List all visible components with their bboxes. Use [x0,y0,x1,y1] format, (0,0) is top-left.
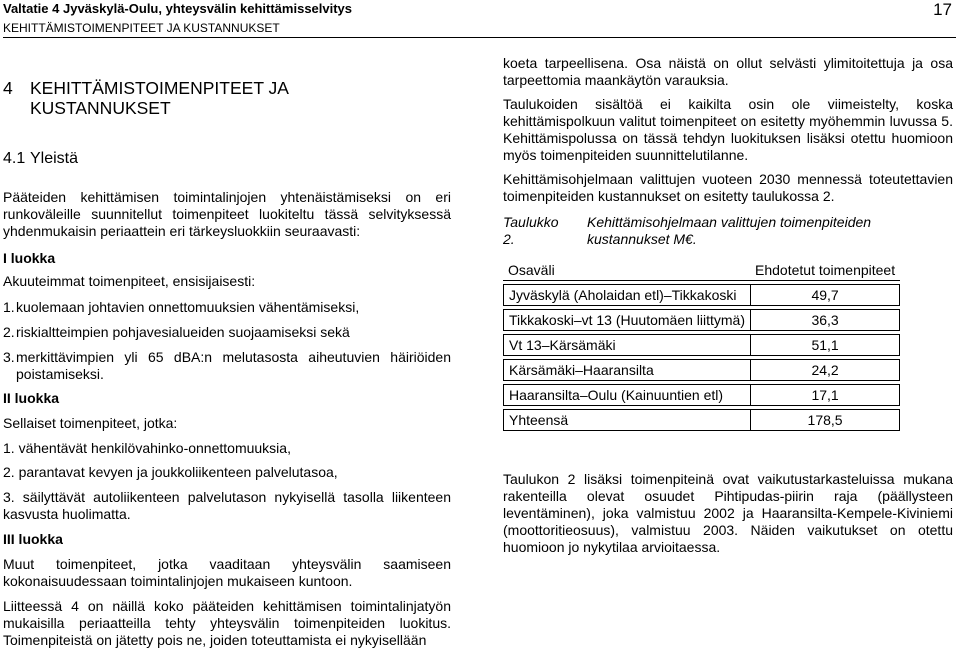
cost-table [503,257,900,434]
table-row: Vt 13–Kärsämäki 51,1 [503,334,900,356]
class1-lead: Akuuteimmat toimenpiteet, ensisijaisesti: [3,273,256,289]
page-number: 17 [933,0,952,19]
list-item: 2. parantavat kevyen ja joukkoliikenteen palvelutasoa, [3,464,338,480]
appendix-paragraph: Liitteessä 4 on näillä koko pääteiden kehittämisen toimintalinjatyön mukaisilla periaatteilla tehty yhteysvälin toimenpiteiden luokitus. Toimenpiteistä on jätetty pois ne, joiden toteuttamista ei nykyisellään [3,598,451,648]
table-header-row [503,260,900,281]
tables-paragraph: Taulukoiden sisältöä ei kaikilta osin ole viimeistelty, koska kehittämispolkuun valitut toimenpiteet on esitetty myöhemmin luvussa 5. Kehittämispolussa on tässä tehdyn luokituksen lisäksi otettu huomioon myös toimenpiteiden suunnittelutilanne. [503,96,953,163]
class3-title: III luokka [3,531,63,547]
class2-title: II luokka [3,390,60,406]
table-row: Tikkakoski–vt 13 (Huutomäen liittymä) 36,3 [503,309,900,331]
chapter-title: KEHITTÄMISTOIMENPITEET JA KUSTANNUKSET [30,78,289,118]
column-header-section: Osaväli [503,260,750,281]
document-title: Valtatie 4 Jyväskylä-Oulu, yhteysvälin kehittämisselvitys [3,1,353,16]
class1-title: I luokka [3,250,56,266]
table-caption-label: Taulukko 2. [503,214,559,247]
additional-measures-paragraph: Taulukon 2 lisäksi toimenpiteinä ovat vaikutustarkasteluissa mukana rakenteilla olevat osuudet Pihtipudas-piirin raja (päällysteen leventäminen), joka valmistuu 2002 ja Haaransilta-Kempele-Kiviniemi (moottoritieosuus), valmistuu 2003. Näiden vaikutukset on otettu huomioon jo nykytilaa arvioitaessa. [503,471,953,555]
table-row: Kärsämäki–Haaransilta 24,2 [503,359,900,381]
table-total-row: Yhteensä 178,5 [503,409,900,431]
table-caption-text: Kehittämisohjelmaan valittujen toimenpiteiden kustannukset M€. [587,214,872,247]
chapter-number: 4 [3,78,13,98]
list-item: 1. vähentävät henkilövahinko-onnettomuuksia, [3,440,291,456]
list-item: 3. säilyttävät autoliikenteen palvelutason nykyisellä tasolla liikenteen kasvusta huolimatta. [3,489,451,522]
header-rule [3,37,956,38]
program-paragraph: Kehittämisohjelmaan valittujen vuoteen 2030 mennessä toteutettavien toimenpiteiden kustannukset on esitetty taulukossa 2. [503,171,953,204]
class3-text: Muut toimenpiteet, jotka vaaditaan yhteysvälin saamiseen kokonaisuudessaan toimintalinjojen mukaiseen kuntoon. [3,556,451,589]
intro-paragraph: Pääteiden kehittämisen toimintalinjojen yhtenäistämiseksi on eri runkoväleille suunnitellut toimenpiteet luokiteltu tässä selvityksessä yhdenmukaisin periaattein eri tärkeysluokkiin seuraavasti: [3,189,451,239]
section-number: 4.1 [3,150,26,167]
column-header-measures: Ehdotetut toimenpiteet [750,260,900,281]
section-subtitle: KEHITTÄMISTOIMENPITEET JA KUSTANNUKSET [3,21,280,35]
table-row: Haaransilta–Oulu (Kainuuntien etl) 17,1 [503,384,900,406]
continuation-paragraph: koeta tarpeellisena. Osa näistä on ollut selvästi ylimitoitettuja ja osa tarpeettomia maankäytön varauksia. [503,55,953,88]
class2-lead: Sellaiset toimenpiteet, jotka: [3,415,178,431]
section-title: Yleistä [30,150,79,167]
table-row: Jyväskylä (Aholaidan etl)–Tikkakoski 49,7 [503,284,900,306]
